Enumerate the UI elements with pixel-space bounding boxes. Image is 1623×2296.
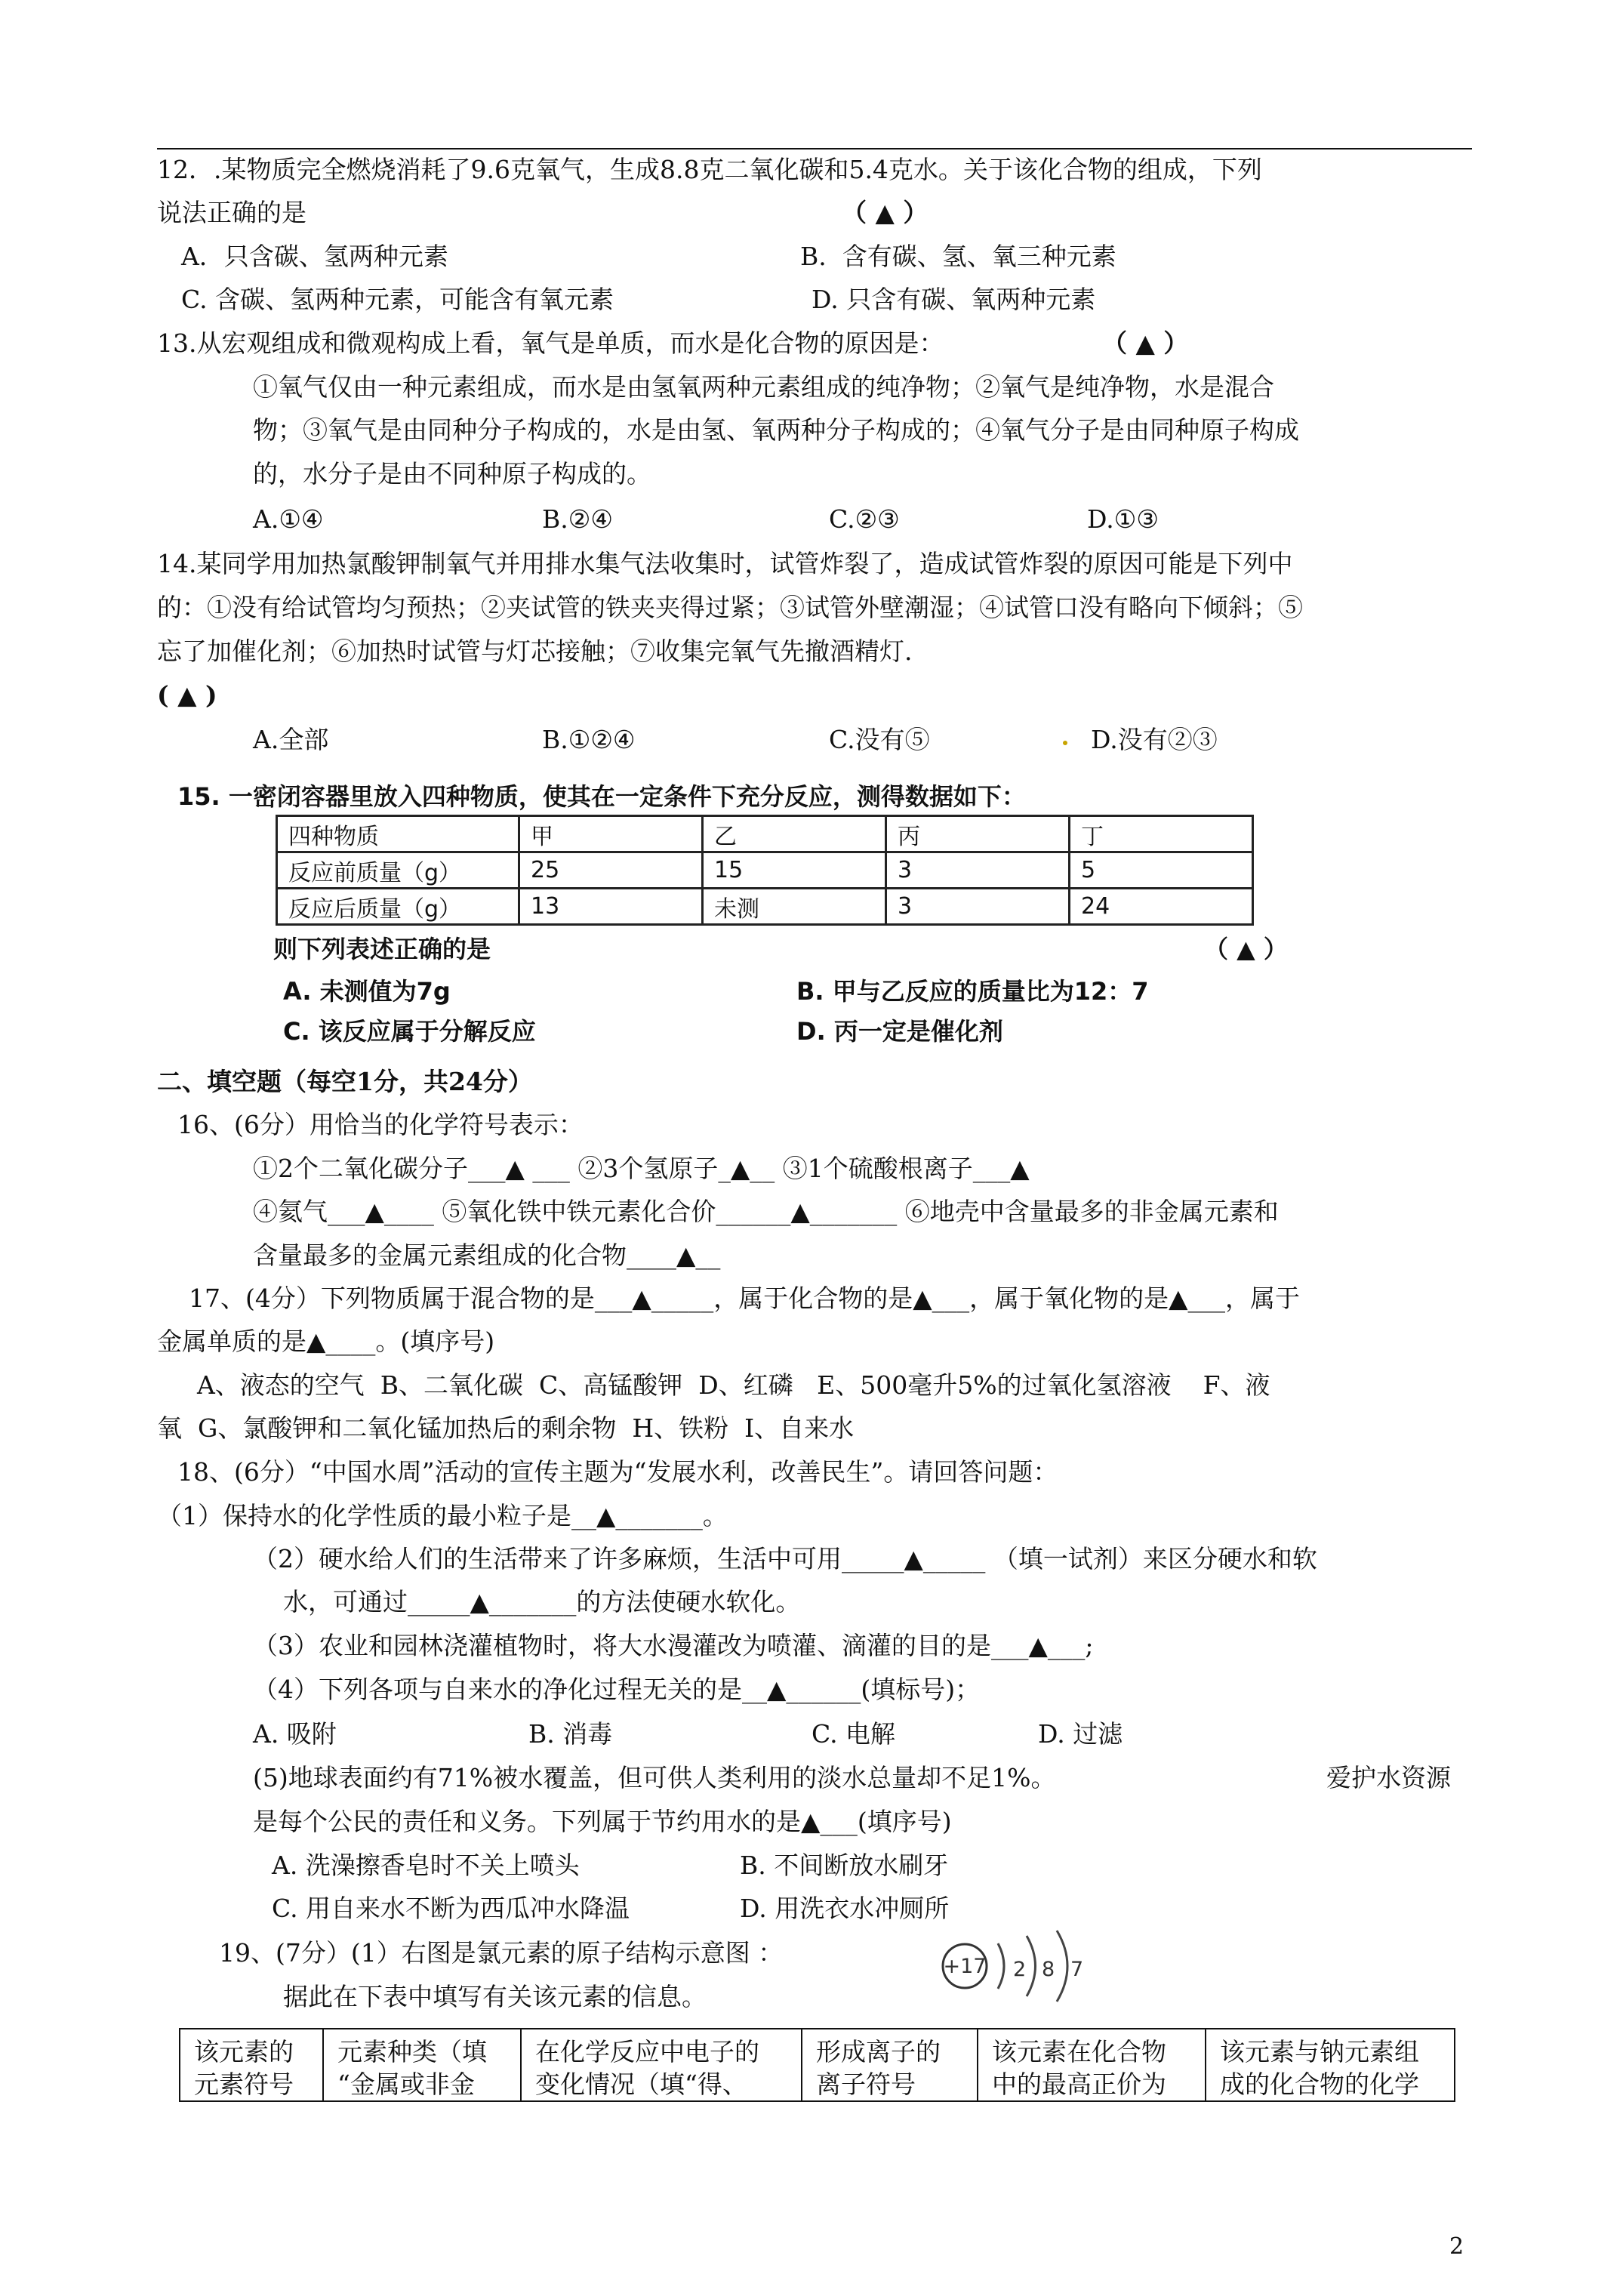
table-header-cell xyxy=(180,2029,323,2101)
q15-data-table xyxy=(276,815,1254,926)
cell-text: 在化学反应中电子的 xyxy=(535,2037,759,2066)
q18-part4-option-a[interactable]: A. 吸附 xyxy=(253,1719,337,1749)
q18-part5-option-a[interactable]: A. 洗澡擦香皂时不关上喷头 xyxy=(272,1851,580,1880)
table-row xyxy=(180,2029,1455,2101)
q12-answer-blank[interactable]: （ ▲ ） xyxy=(842,198,929,227)
q14-option-d[interactable]: D.没有②③ xyxy=(1091,725,1218,754)
table-header-cell: 四种物质 xyxy=(277,816,519,852)
q18-part2-line1[interactable]: （2）硬水给人们的生活带来了许多麻烦，生活中可用_____▲_____ （填一试剂）来区分硬水和软 xyxy=(253,1544,1317,1573)
q18-part5-tail: 爱护水资源 xyxy=(1326,1763,1451,1792)
table-header-cell xyxy=(978,2029,1206,2101)
q14-option-b[interactable]: B.①②④ xyxy=(542,725,636,754)
q18-part4[interactable]: （4）下列各项与自来水的净化过程无关的是__▲______(填标号)； xyxy=(253,1675,981,1704)
q13-option-d[interactable]: D.①③ xyxy=(1087,504,1159,534)
table-cell: 13 xyxy=(519,889,703,925)
q18-part4-option-c[interactable]: C. 电解 xyxy=(812,1719,896,1749)
q19-line1: 19、(7分）(1）右图是氯元素的原子结构示意图 ： xyxy=(219,1938,784,1968)
q18-part5-option-c[interactable]: C. 用自来水不断为西瓜冲水降温 xyxy=(272,1894,630,1923)
table-cell: 未测 xyxy=(703,889,886,925)
q12-option-c[interactable]: C. 含碳、氢两种元素，可能含有氧元素 xyxy=(181,285,614,314)
table-header-cell: 乙 xyxy=(703,816,886,852)
q18-part3[interactable]: （3）农业和园林浇灌植物时，将大水漫灌改为喷灌、滴灌的目的是___▲___; xyxy=(253,1631,1094,1660)
table-header-cell: 丁 xyxy=(1070,816,1253,852)
q17-line2[interactable]: 金属单质的是▲____。(填序号) xyxy=(157,1327,495,1356)
q18-part5-line2[interactable]: 是每个公民的责任和义务。下列属于节约用水的是▲___(填序号) xyxy=(253,1807,952,1836)
q19-answer-table xyxy=(179,2028,1455,2102)
q18-part5-option-b[interactable]: B. 不间断放水刷牙 xyxy=(740,1851,949,1880)
q16-line3[interactable]: 含量最多的金属元素组成的化合物____▲__ xyxy=(253,1240,721,1270)
q15-option-c[interactable]: C. 该反应属于分解反应 xyxy=(283,1017,536,1046)
cell-text: 该元素在化合物 xyxy=(992,2037,1166,2066)
stray-dot xyxy=(1063,741,1067,745)
header-rule xyxy=(157,148,1472,149)
table-cell: 反应前质量（g） xyxy=(277,852,519,889)
table-cell: 3 xyxy=(886,852,1070,889)
table-header-cell xyxy=(1206,2029,1455,2101)
cell-text: 该元素与钠元素组 xyxy=(1220,2037,1419,2066)
q14-option-c[interactable]: C.没有⑤ xyxy=(829,725,930,754)
q13-body-line3: 的，水分子是由不同种原子构成的。 xyxy=(253,459,651,488)
q18-stem: 18、(6分）“中国水周”活动的宣传主题为“发展水利，改善民生”。请回答问题： xyxy=(177,1457,1058,1487)
q18-part4-option-d[interactable]: D. 过滤 xyxy=(1038,1719,1123,1749)
q13-option-a[interactable]: A.①④ xyxy=(253,504,324,534)
cell-text: 变化情况（填“得、 xyxy=(535,2069,747,2099)
shell-electron-count: 8 xyxy=(1042,1958,1055,1981)
table-cell: 25 xyxy=(519,852,703,889)
q14-stem-line1: 14.某同学用加热氯酸钾制氧气并用排水集气法收集时，试管炸裂了，造成试管炸裂的原因可能是下列中 xyxy=(157,549,1293,578)
q15-question: 则下列表述正确的是 xyxy=(273,935,491,963)
table-header-cell: 丙 xyxy=(886,816,1070,852)
nucleus-charge: +17 xyxy=(943,1955,987,1978)
q15-stem: 15. 一密闭容器里放入四种物质，使其在一定条件下充分反应，测得数据如下： xyxy=(177,782,1026,811)
q17-choices-line2: 氧 G、氯酸钾和二氧化锰加热后的剩余物 H、铁粉 I、自来水 xyxy=(157,1413,855,1443)
q14-stem-line3: 忘了加催化剂；⑥加热时试管与灯芯接触；⑦收集完氧气先撤酒精灯. xyxy=(157,636,913,666)
q13-option-b[interactable]: B.②④ xyxy=(542,504,613,534)
q13-stem: 13.从宏观组成和微观构成上看，氧气是单质，而水是化合物的原因是： xyxy=(157,328,944,358)
cell-text: 该元素的 xyxy=(194,2037,294,2066)
table-cell: 15 xyxy=(703,852,886,889)
q14-answer-blank[interactable]: ( ▲ ) xyxy=(157,680,217,710)
q15-option-b[interactable]: B. 甲与乙反应的质量比为12：7 xyxy=(796,977,1149,1006)
q12-stem-line1: 12．.某物质完全燃烧消耗了9.6克氧气，生成8.8克二氧化碳和5.4克水。关于该化合物的组成，下列 xyxy=(157,155,1262,184)
table-header-cell xyxy=(521,2029,802,2101)
q13-body-line2: 物；③氧气是由同种分子构成的，水是由氢、氧两种分子构成的；④氧气分子是由同种原子构成 xyxy=(253,415,1299,445)
table-row xyxy=(277,852,1253,889)
electron-shell-arc xyxy=(1027,1936,1036,1996)
q12-stem-line2: 说法正确的是 xyxy=(157,198,306,227)
q16-line2[interactable]: ④氦气___▲____ ⑤氧化铁中铁元素化合价______▲_______ ⑥地壳中含量最多的非金属元素和 xyxy=(253,1197,1279,1226)
cell-text: 中的最高正价为 xyxy=(992,2069,1166,2099)
cell-text: 元素符号 xyxy=(194,2069,294,2099)
table-row xyxy=(277,889,1253,925)
q12-option-a[interactable]: A．只含碳、氢两种元素 xyxy=(181,242,448,271)
q18-part5-line1: (5)地球表面约有71%被水覆盖，但可供人类利用的淡水总量却不足1%。 xyxy=(253,1763,1056,1792)
cell-text: 成的化合物的化学 xyxy=(1220,2069,1419,2099)
shell-electron-count: 7 xyxy=(1070,1958,1084,1981)
table-header-cell: 甲 xyxy=(519,816,703,852)
q14-stem-line2: 的：①没有给试管均匀预热；②夹试管的铁夹夹得过紧；③试管外壁潮湿；④试管口没有略向下倾斜；⑤ xyxy=(157,593,1303,622)
table-cell: 反应后质量（g） xyxy=(277,889,519,925)
q12-option-d[interactable]: D. 只含有碳、氧两种元素 xyxy=(812,285,1096,314)
cell-text: “金属或非金 xyxy=(337,2069,475,2099)
table-cell: 3 xyxy=(886,889,1070,925)
page-number: 2 xyxy=(1449,2233,1464,2260)
table-header-cell xyxy=(802,2029,978,2101)
q19-line2: 据此在下表中填写有关该元素的信息。 xyxy=(283,1982,707,2011)
q12-option-b[interactable]: B. 含有碳、氢、氧三种元素 xyxy=(800,242,1116,271)
q13-answer-blank[interactable]: （ ▲ ） xyxy=(1102,328,1189,358)
cell-text: 离子符号 xyxy=(816,2069,916,2099)
cell-text: 形成离子的 xyxy=(816,2037,941,2066)
q18-part1[interactable]: （1）保持水的化学性质的最小粒子是__▲_______。 xyxy=(157,1501,728,1530)
q18-part5-option-d[interactable]: D. 用洗衣水冲厕所 xyxy=(740,1894,950,1923)
shell-electron-count: 2 xyxy=(1013,1958,1027,1981)
table-cell: 24 xyxy=(1070,889,1253,925)
q15-option-a[interactable]: A. 未测值为7g xyxy=(283,977,451,1006)
section2-title: 二、填空题（每空1分，共24分） xyxy=(157,1067,533,1096)
q14-option-a[interactable]: A.全部 xyxy=(253,725,329,754)
q16-stem: 16、(6分）用恰当的化学符号表示： xyxy=(177,1110,584,1139)
q13-body-line1: ①氧气仅由一种元素组成，而水是由氢氧两种元素组成的纯净物；②氧气是纯净物，水是混合 xyxy=(253,372,1274,402)
table-row xyxy=(277,816,1253,852)
q17-choices-line1: A、液态的空气 B、二氧化碳 C、高锰酸钾 D、红磷 E、500毫升5%的过氧化氢溶液 F、液 xyxy=(181,1370,1270,1400)
q18-part4-option-b[interactable]: B. 消毒 xyxy=(528,1719,613,1749)
q13-option-c[interactable]: C.②③ xyxy=(829,504,900,534)
electron-shell-arc xyxy=(998,1943,1004,1989)
electron-shell-arc xyxy=(1057,1931,1067,2002)
cell-text: 元素种类（填 xyxy=(337,2037,487,2066)
chlorine-atom-diagram xyxy=(935,1925,1093,2008)
table-header-cell xyxy=(323,2029,521,2101)
table-cell: 5 xyxy=(1070,852,1253,889)
q18-part2-line2[interactable]: 水，可通过_____▲_______的方法使硬水软化。 xyxy=(283,1587,801,1616)
q16-line1[interactable]: ①2个二氧化碳分子___▲ ___ ②3个氢原子_▲__ ③1个硫酸根离子___▲ xyxy=(253,1154,1030,1183)
q15-answer-blank[interactable]: （ ▲ ） xyxy=(1204,935,1288,963)
q15-option-d[interactable]: D. 丙一定是催化剂 xyxy=(796,1017,1003,1046)
q17-line1[interactable]: 17、(4分）下列物质属于混合物的是___▲_____，属于化合物的是▲___，属于氧化物的是▲___，属于 xyxy=(189,1284,1300,1313)
